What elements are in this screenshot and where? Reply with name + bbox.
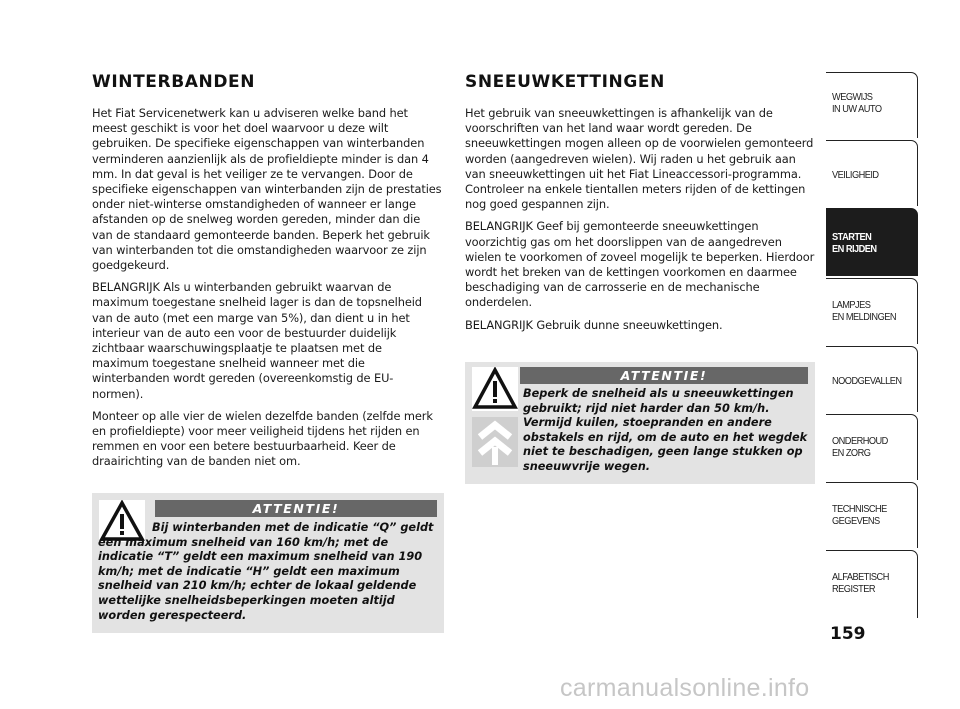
tab-label: EN RIJDEN [832, 243, 877, 255]
tab-label: IN UW AUTO [832, 103, 882, 115]
snow-chains-section [465, 72, 815, 340]
tab-noodgevallen[interactable] [826, 346, 918, 412]
slippery-road-icon [472, 417, 518, 467]
tab-wegwijs[interactable] [826, 72, 918, 138]
tab-label: ALFABETISCH [832, 571, 889, 583]
warning-box-winter-tyres [92, 493, 444, 633]
warning-text: Bij winterbanden met de indicatie “Q” geldt een maximum snelheid van 160 km/h; met de indicatie “T” geldt een maximum snelheid van 190 km/h; met de indicatie “H” geldt een maximum snelheid van 210 km/h; echter de lokaal geldende wettelijke snelheidsbeperkingen moeten altijd worden gerespecteerd. [98, 521, 434, 622]
tab-onderhoud[interactable] [826, 414, 918, 480]
tab-veiligheid[interactable] [826, 140, 918, 206]
paragraph: Monteer op alle vier de wielen dezelfde banden (zelfde merk en profieldiepte) voor meer veiligheid tijdens het rijden en remmen en voor een betere bestuurbaarheid. Keer de draairichting van de banden niet om. [92, 408, 433, 469]
paragraph: BELANGRIJK Gebruik dunne sneeuwkettingen. [465, 317, 723, 332]
tab-label: STARTEN [832, 231, 872, 243]
warning-header: ATTENTIE! [520, 367, 808, 384]
warning-triangle-icon [472, 367, 518, 411]
tab-label: EN ZORG [832, 447, 871, 459]
warning-header: ATTENTIE! [155, 500, 437, 517]
winter-tyres-section [92, 72, 442, 477]
tab-label: VEILIGHEID [832, 169, 879, 181]
section-title-winter-tyres: WINTERBANDEN [92, 72, 256, 92]
paragraph: BELANGRIJK Als u winterbanden gebruikt waarvan de maximum toegestane snelheid lager is dan de topsnelheid van de auto (met een marge van 5%), dan dient u in het interieur van de auto een voor de bestuurder duidelijk zichtbaar waarschuwingsplaatje te plaatsen met de maximum toegestane snelheid wanneer met die winterbanden wordt gereden (overeenkomstig de EU-normen). [92, 280, 422, 401]
tab-label: EN MELDINGEN [832, 311, 897, 323]
tab-label: GEGEVENS [832, 515, 880, 527]
tab-alfabetisch-register[interactable] [826, 550, 918, 618]
tab-label: WEGWIJS [832, 91, 873, 103]
watermark: carmanualsonline.info [560, 674, 810, 702]
section-title-snow-chains: SNEEUWKETTINGEN [465, 72, 665, 92]
tab-label: REGISTER [832, 583, 876, 595]
tab-label: NOODGEVALLEN [832, 375, 902, 387]
warning-box-snow-chains [465, 362, 815, 484]
tab-label: TECHNISCHE [832, 503, 887, 515]
tab-starten-en-rijden[interactable] [826, 208, 918, 276]
paragraph: Het Fiat Servicenetwerk kan u adviseren welke band het meest geschikt is voor het doel waarvoor u deze wilt gebruiken. De specifieke eigenschappen van winterbanden verminderen aanzienlijk als de profieldiepte minder is dan 4 mm. In dat geval is het veiliger ze te vervangen. Door de specifieke eigenschappen van winterbanden zijn de prestaties onder niet-winterse omstandigheden of wanneer er lange afstanden op de snelweg worden gereden, minder dan die van de standaard gemonteerde banden. Beperk het gebruik van winterbanden tot die omstandigheden waarvoor ze zijn goedgekeurd. [92, 106, 442, 273]
tab-label: ONDERHOUD [832, 435, 888, 447]
paragraph: Het gebruik van sneeuwkettingen is afhankelijk van de voorschriften van het land waar wordt gereden. De sneeuwkettingen mogen alleen op de voorwielen gemonteerd worden (aangedreven wielen). Wij raden u het gebruik aan van sneeuwkettingen uit het Fiat Lineaccessori-programma. Controleer na enkele tientallen meters rijden of de kettingen nog goed gespannen zijn. [465, 106, 814, 212]
tab-label: LAMPJES [832, 299, 871, 311]
warning-text: Beperk de snelheid als u sneeuwkettingen gebruikt; rijd niet harder dan 50 km/h. Vermijd kuilen, stoepranden en andere obstakels en rijd, om de auto en het wegdek niet te beschadigen, geen lange stukken op sneeuwvrije wegen. [523, 387, 808, 473]
paragraph: BELANGRIJK Geef bij gemonteerde sneeuwkettingen voorzichtig gas om het doorslippen van de aangedreven wielen te voorkomen of zoveel mogelijk te beperken. Hierdoor wordt het breken van de kettingen voorkomen en daarmee beschadiging van de carrosserie en de mechanische onderdelen. [465, 219, 815, 310]
page-number: 159 [830, 624, 866, 644]
tab-lampjes[interactable] [826, 278, 918, 344]
tab-technische-gegevens[interactable] [826, 482, 918, 548]
